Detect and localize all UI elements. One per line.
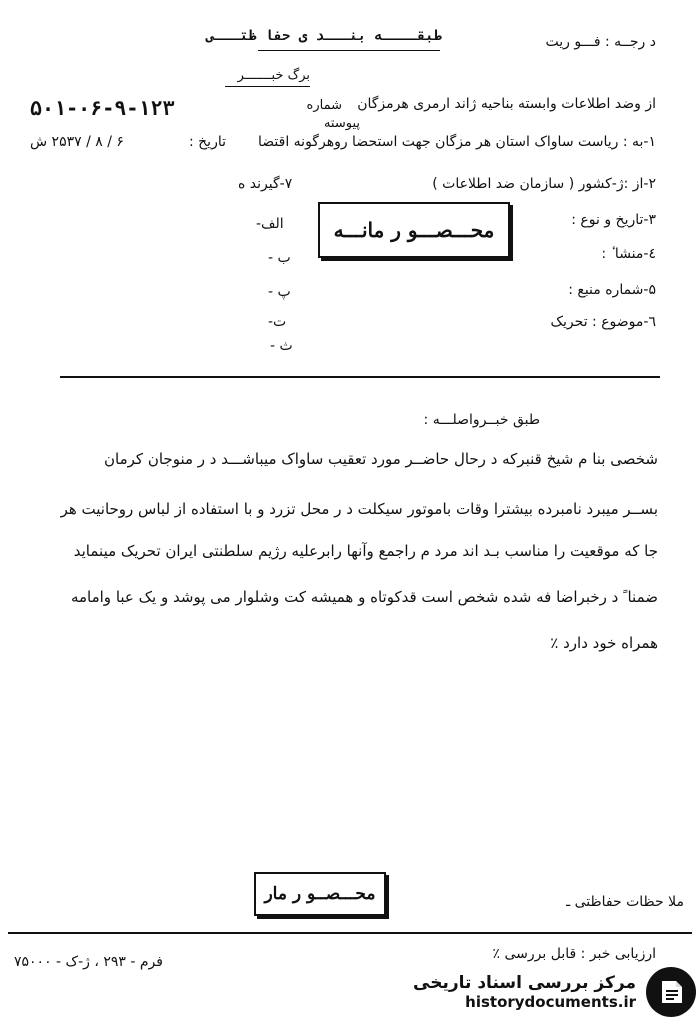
confidential-stamp-top: محـــصـــو ر مانـــه (318, 202, 510, 258)
section-divider (60, 376, 660, 378)
footer-divider (8, 932, 692, 934)
form-title: برگ خبـــــــر (237, 68, 310, 83)
recipient-pe: پ - (268, 284, 291, 300)
priority-label: د رجــه : فـــو ریت (545, 34, 656, 50)
field-source-number: ۵-شماره منبع : (568, 282, 656, 298)
from-office: از وضد اطلاعات وابسته بناحیه ژاند ارمری هرمزگان (357, 96, 656, 112)
field-recipient-label: ۷-گیرند ه (238, 176, 293, 192)
report-line: ضمنا ً د رخبراضا فه شده شخص است قدکوتاه و همیشه کت وشلوار می پوشد و یک عبا وامامه (70, 588, 658, 606)
number-label: شماره (306, 98, 342, 113)
evaluation-label: ارزیابی خبر : قابل بررسی ٪ (492, 946, 656, 962)
form-title-underline (225, 86, 310, 87)
document-number: ۵۰۱-۰۶-۹-۱۲۳ (30, 96, 175, 120)
date-value: ۶ / ۸ / ۲۵۳۷ ش (30, 134, 124, 150)
field-from: ۲-از :ژ-کشور ( سازمان ضد اطلاعات ) (432, 176, 656, 192)
field-origin: ٤-منشا ٔ : (601, 246, 656, 262)
security-remarks-label: ملا حظات حفاظتی ـ (566, 894, 684, 910)
report-line: بســر میبرد نامبرده بیشترا وقات باموتور سیکلت د ر محل تزرد و با استفاده از لباس روحانیت هر (60, 500, 658, 518)
field-date-type: ۳-تاریخ و نوع : (571, 212, 656, 228)
date-label: تاریخ : (188, 134, 226, 150)
report-line: جا که موقعیت را مناسب بـد اند مرد م راجمع وآنها رابرعلیه رژیم سلطنتی ایران تحریک مینماید (73, 542, 658, 560)
watermark (400, 962, 696, 1022)
confidential-stamp-bottom: محـــصــو ر مار (254, 872, 386, 916)
watermark-name: مرکز بررسی اسناد تاریخی (413, 973, 636, 993)
watermark-site: historydocuments.ir (465, 993, 636, 1011)
recipient-be: ب - (268, 250, 291, 266)
form-code: فرم - ۲۹۳ ، ژ-ک - ۷۵۰۰۰ (14, 954, 163, 970)
recipient-te: ت- (268, 314, 287, 330)
recipient-line: ۱-به : ریاست ساواک استان هر مزگان جهت استحضا روهرگونه اقتضا (258, 134, 656, 150)
field-subject: ٦-موضوع : تحریک (550, 314, 656, 330)
report-line: شخصی بنا م شیخ قنبرکه د رحال حاضــر مورد تعقیب ساواک میباشـــد د ر منوجان کرمان (104, 450, 658, 468)
report-intro: طبق خبــرواصلـــه : (423, 412, 540, 428)
classification-heading: طبقــــه بنـــد ی حفا ظتـــی (205, 28, 442, 44)
recipient-alef: الف- (256, 216, 284, 232)
recipient-se: ث - (270, 338, 293, 354)
archive-logo-icon (646, 967, 696, 1017)
annex-label: پیوسته (323, 116, 360, 131)
report-line: همراه خود دارد ٪ (550, 634, 658, 652)
classification-underline (258, 50, 440, 51)
